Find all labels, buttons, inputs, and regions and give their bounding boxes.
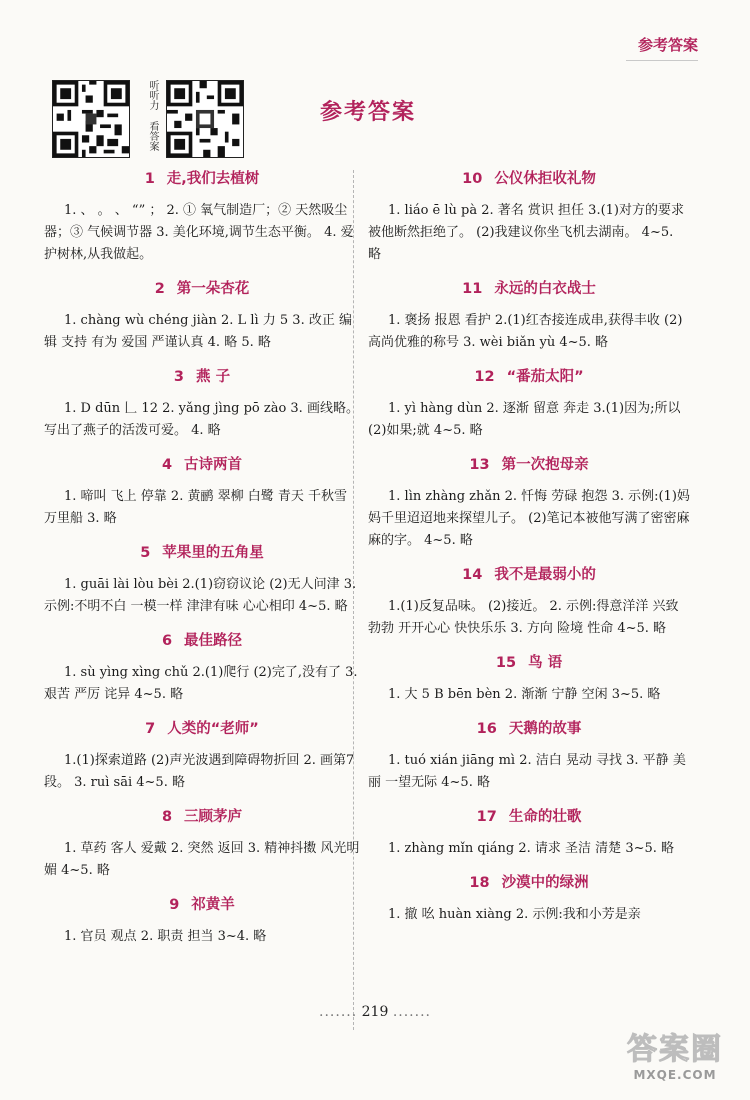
answer-line: 1. D dūn 𠃊 12 2. yǎng jìng pō zào 3. 画线略。写出了燕子的活泼可爱。 4. 略 (44, 401, 359, 438)
section-title (368, 168, 690, 190)
page-footer (0, 1004, 750, 1020)
section-answer-body (44, 398, 360, 442)
section-title (368, 454, 690, 476)
section-answer-body (368, 750, 690, 794)
section-number: 14 (462, 567, 483, 583)
section-number: 13 (469, 457, 490, 473)
section-title-text: 燕 子 (196, 369, 231, 385)
answer-section (368, 366, 690, 442)
section-title-text: 公仪休拒收礼物 (494, 171, 596, 187)
answer-section (368, 454, 690, 552)
answer-line: 1. 官员 观点 2. 职责 担当 3~4. 略 (64, 929, 267, 944)
section-title (368, 564, 690, 586)
section-title (368, 652, 690, 674)
section-answer-body (44, 662, 360, 706)
section-title (368, 806, 690, 828)
section-answer-body (368, 904, 690, 926)
answer-line: 1. 啼叫 飞上 停靠 2. 黄鹂 翠柳 白鹭 青天 千秋雪 万里船 3. 略 (44, 489, 347, 526)
section-title (44, 168, 360, 190)
answer-line: 1. 、 。 、 “” ； 2. ① 氧气制造厂；② 天然吸尘器；③ 气候调节器 3. 美化环境,调节生态平衡。 4. 爱护树林,从我做起。 (44, 203, 354, 262)
answer-line: 1. yì hàng dùn 2. 逐渐 留意 奔走 3.(1)因为;所以 (2)如果;就 4~5. 略 (368, 401, 681, 438)
section-title (44, 366, 360, 388)
section-title-text: 第一次抱母亲 (501, 457, 589, 473)
answer-line: 1.(1)探索道路 (2)声光波遇到障碍物折回 2. 画第7段。 3. ruì sāi 4~5. 略 (44, 753, 355, 790)
section-answer-body (44, 200, 360, 266)
section-number: 6 (161, 633, 173, 649)
section-title-text: 鸟 语 (528, 655, 563, 671)
qr-code-icon (167, 81, 243, 157)
watermark-title: 答案圈 (627, 1032, 723, 1067)
answer-line: 1. lìn zhàng zhǎn 2. 忏悔 劳碌 抱怨 3. 示例:(1)妈妈千里迢迢地来探望儿子。 (2)笔记本被他写满了密密麻麻的字。 4~5. 略 (368, 489, 690, 548)
section-answer-body (368, 838, 690, 860)
answer-line: 1.(1)反复品味。 (2)接近。 2. 示例:得意洋洋 兴致勃勃 开开心心 快快乐乐 3. 方向 险境 性命 4~5. 略 (368, 599, 679, 636)
footer-dots-right: ....... (392, 1004, 431, 1020)
section-number: 10 (462, 171, 483, 187)
answer-section (368, 806, 690, 860)
answer-section (368, 168, 690, 266)
header-tag: 参考答案 (626, 34, 698, 61)
answer-section (44, 278, 360, 354)
answer-section (44, 718, 360, 794)
section-title (44, 542, 360, 564)
answer-section (368, 278, 690, 354)
section-number: 4 (161, 457, 173, 473)
section-title-text: 苹果里的五角星 (162, 545, 264, 561)
section-answer-body (44, 838, 360, 882)
section-title (44, 806, 360, 828)
answer-section (44, 894, 360, 948)
section-number: 16 (476, 721, 497, 737)
section-number: 2 (154, 281, 165, 297)
section-number: 18 (469, 875, 490, 891)
watermark-logo (610, 1024, 740, 1092)
section-title-text: 沙漠中的绿洲 (501, 875, 589, 891)
qr-code-listening[interactable] (52, 80, 130, 158)
section-number: 8 (161, 809, 173, 825)
section-title-text: “番茄太阳” (506, 369, 584, 385)
answer-line: 1. zhàng mǐn qiáng 2. 请求 圣洁 清楚 3~5. 略 (388, 841, 675, 856)
answer-line: 1. 褒扬 报恩 看护 2.(1)红杏接连成串,获得丰收 (2)高尚优雅的称号 3. wèi biǎn yù 4~5. 略 (368, 313, 683, 350)
answer-line: 1. 草药 客人 爱戴 2. 突然 返回 3. 精神抖擞 风光明媚 4~5. 略 (44, 841, 360, 878)
answer-line: 1. liáo ē lù pà 2. 著名 赏识 担任 3.(1)对方的要求被他断然拒绝了。 (2)我建议你坐飞机去湖南。 4~5. 略 (368, 203, 685, 262)
section-number: 5 (140, 545, 151, 561)
section-title-text: 最佳路径 (184, 633, 243, 649)
left-column (44, 168, 360, 960)
answer-section (44, 630, 360, 706)
section-title-text: 天鹅的故事 (508, 721, 582, 737)
answer-section (44, 168, 360, 266)
answer-section (44, 366, 360, 442)
answer-section (44, 542, 360, 618)
page-title: 参考答案 (320, 100, 417, 125)
section-answer-body (368, 398, 690, 442)
section-number: 11 (462, 281, 483, 297)
section-title (44, 630, 360, 652)
section-title (368, 718, 690, 740)
section-answer-body (368, 310, 690, 354)
section-title-text: 三顾茅庐 (184, 809, 243, 825)
section-answer-body (44, 486, 360, 530)
qr-label: 听听力 看答案 (147, 80, 158, 151)
section-number: 17 (476, 809, 497, 825)
section-title-text: 走,我们去植树 (166, 171, 260, 187)
footer-dots-left: ....... (319, 1004, 358, 1020)
section-title-text: 人类的“老师” (167, 721, 259, 737)
right-column (368, 168, 690, 938)
section-title (44, 718, 360, 740)
section-number: 12 (474, 369, 495, 385)
watermark-url: MXQE.COM (633, 1068, 717, 1082)
answer-line: 1. 大 5 B bēn bèn 2. 渐渐 宁静 空闲 3~5. 略 (388, 687, 661, 702)
section-answer-body (44, 926, 360, 948)
section-answer-body (368, 684, 690, 706)
section-title (44, 894, 360, 916)
section-title (44, 454, 360, 476)
section-answer-body (44, 750, 360, 794)
answer-line: 1. chàng wù chéng jiàn 2. L lì 力 5 3. 改正 编辑 支持 有为 爱国 严谨认真 4. 略 5. 略 (44, 313, 352, 350)
qr-block (52, 80, 244, 158)
section-number: 3 (173, 369, 185, 385)
section-number: 1 (144, 171, 155, 187)
section-title (368, 366, 690, 388)
section-answer-body (44, 574, 360, 618)
section-title-text: 永远的白衣战士 (494, 281, 596, 297)
section-title (368, 872, 690, 894)
section-answer-body (368, 596, 690, 640)
answer-line: 1. tuó xián jiāng mì 2. 洁白 晃动 寻找 3. 平静 美丽 一望无际 4~5. 略 (368, 753, 686, 790)
section-number: 15 (495, 655, 517, 671)
section-answer-body (44, 310, 360, 354)
section-title-text: 我不是最弱小的 (494, 567, 596, 583)
answer-line: 1. sù yìng xìng chǔ 2.(1)爬行 (2)完了,没有了 3. 艰苦 严厉 诧异 4~5. 略 (44, 665, 358, 702)
section-answer-body (368, 486, 690, 552)
answer-line: 1. 撤 吆 huàn xiàng 2. 示例:我和小芳是亲 (388, 907, 641, 922)
answer-section (368, 872, 690, 926)
answer-section (368, 718, 690, 794)
section-number: 7 (145, 721, 156, 737)
section-title-text: 祁黄羊 (191, 897, 235, 913)
page-number: 219 (361, 1004, 389, 1020)
qr-code-icon (53, 81, 129, 157)
section-title (44, 278, 360, 300)
section-title-text: 第一朵杏花 (176, 281, 250, 297)
section-answer-body (368, 200, 690, 266)
answer-section (368, 564, 690, 640)
section-title (368, 278, 690, 300)
section-number: 9 (169, 897, 180, 913)
section-title-text: 古诗两首 (184, 457, 243, 473)
answer-section (368, 652, 690, 706)
answer-section (44, 454, 360, 530)
qr-code-answers[interactable] (166, 80, 244, 158)
answer-line: 1. guāi lài lòu bèi 2.(1)窃窃议论 (2)无人问津 3. 示例:不明不白 一模一样 津津有味 心心相印 4~5. 略 (44, 577, 357, 614)
answer-section (44, 806, 360, 882)
section-title-text: 生命的壮歌 (508, 809, 582, 825)
